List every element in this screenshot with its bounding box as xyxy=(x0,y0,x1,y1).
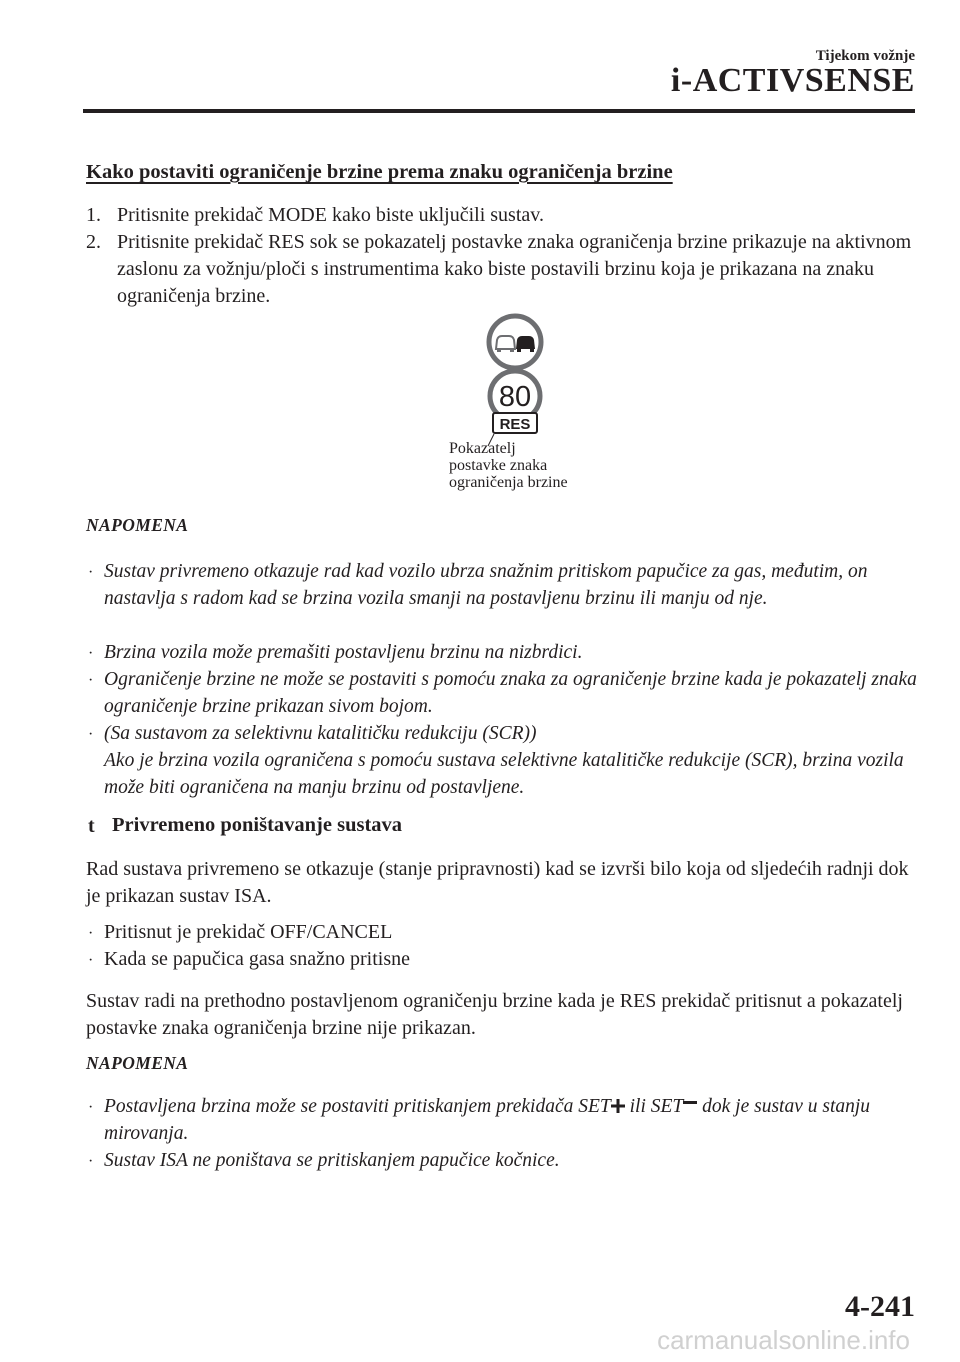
section-marker-icon: t xyxy=(88,815,95,837)
caption-line: Pokazatelj xyxy=(449,440,516,457)
note-heading: NAPOMENA xyxy=(86,515,189,535)
header-divider xyxy=(83,109,915,113)
list-item: Kada se papučica gasa snažno pritisne xyxy=(104,948,410,970)
note-item: Ograničenje brzine ne može se postaviti s pomoću znaka za ograničenje brzine kada je pokazatelj znaka ograničenje brzine prikazan sivom bojom. xyxy=(104,669,917,717)
note-heading: NAPOMENA xyxy=(86,1053,189,1073)
note-text-part: ili SET xyxy=(624,1096,684,1117)
caption-line: postavke znaka xyxy=(449,457,548,474)
list-item: Pritisnut je prekidač OFF/CANCEL xyxy=(104,921,393,943)
paragraph: Sustav radi na prethodno postavljenom ograničenju brzine kada je RES prekidač pritisnut a pokazatelj postavke znaka ograničenja brzine nije prikazan. xyxy=(86,990,903,1039)
note-item: Brzina vozila može premašiti postavljenu brzinu na nizbrdici. xyxy=(104,642,583,663)
speed-limit-sign-icon xyxy=(490,371,540,433)
bullet-icon: · xyxy=(88,672,94,689)
res-indicator-label: RES xyxy=(499,416,531,433)
figure-caption xyxy=(449,440,568,491)
speed-limit-sign-figure xyxy=(476,308,566,448)
no-overtaking-sign-icon xyxy=(489,316,541,368)
section-heading: Kako postaviti ograničenje brzine prema znaku ograničenja brzine xyxy=(86,161,673,183)
note-text-part: Postavljena brzina može se postaviti pritiskanjem prekidača SET xyxy=(104,1096,611,1117)
note-text-part: dok je sustav u stanju mirovanja. xyxy=(104,1096,871,1144)
chapter-label: Tijekom vožnje xyxy=(815,48,915,64)
note-item xyxy=(104,1093,919,1147)
step-text: Pritisnite prekidač MODE kako biste uključili sustav. xyxy=(117,204,544,226)
bullet-icon: · xyxy=(88,564,94,581)
bullet-icon: · xyxy=(88,1099,94,1116)
bullet-icon: · xyxy=(88,645,94,662)
paragraph: Rad sustava privremeno se otkazuje (stanje pripravnosti) kad se izvrši bilo koja od sljedećih radnji dok je prikazan sustav ISA. xyxy=(86,858,909,907)
page-number: 4-241 xyxy=(845,1290,915,1323)
speed-limit-value: 80 xyxy=(498,381,532,413)
step-number: 2. xyxy=(86,231,101,253)
caption-line: ograničenja brzine xyxy=(449,474,568,491)
plus-icon xyxy=(611,1099,625,1113)
bullet-icon: · xyxy=(88,1153,94,1170)
step-number: 1. xyxy=(86,204,101,226)
bullet-icon: · xyxy=(88,925,94,942)
subsection-heading: Privremeno poništavanje sustava xyxy=(112,814,403,836)
watermark: carmanualsonline.info xyxy=(657,1325,910,1355)
note-item: Sustav ISA ne poništava se pritiskanjem papučice kočnice. xyxy=(104,1150,560,1171)
note-item: (Sa sustavom za selektivnu katalitičku redukciju (SCR)) xyxy=(104,723,537,744)
bullet-icon: · xyxy=(88,952,94,969)
note-item: Ako je brzina vozila ograničena s pomoću sustava selektivne katalitičke redukcije (SCR), brzina vozila može biti ograničena na manju brzinu od postavljene. xyxy=(104,750,904,798)
note-item: Sustav privremeno otkazuje rad kad vozilo ubrza snažnim pritiskom papučice za gas, međutim, on nastavlja s radom kad se brzina vozila smanji na postavljenu brzinu ili manju od nje. xyxy=(104,561,868,609)
minus-icon xyxy=(683,1099,697,1113)
step-text: Pritisnite prekidač RES sok se pokazatelj postavke znaka ograničenja brzine prikazuje na aktivnom zaslonu za vožnju/ploči s instrumentima kako biste postavili brzinu koja je prikazana na znaku ograničenja brzine. xyxy=(117,231,912,307)
bullet-icon: · xyxy=(88,726,94,743)
chapter-title: i-ACTIVSENSE xyxy=(670,62,915,99)
